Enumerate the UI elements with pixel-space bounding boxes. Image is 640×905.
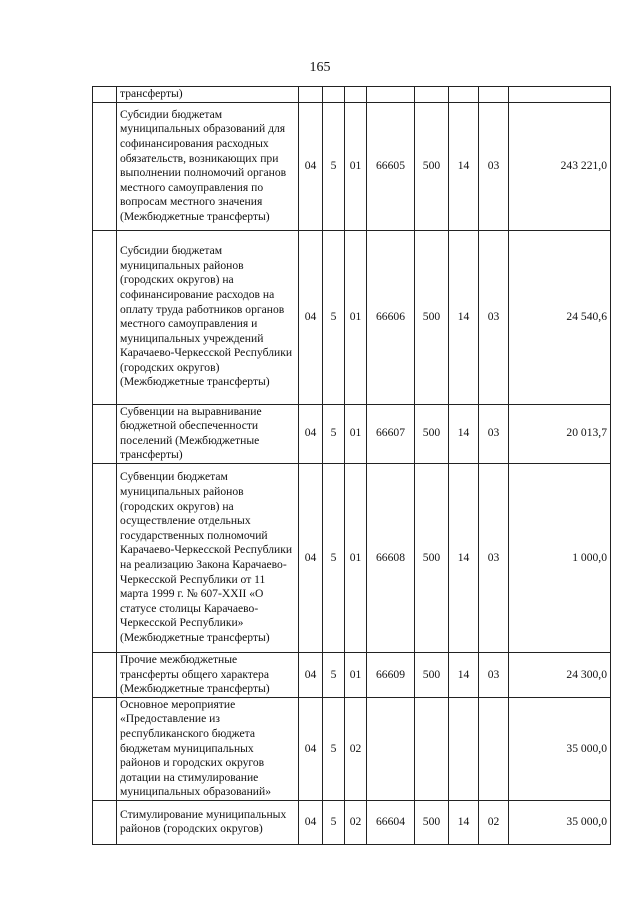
code-subprogram: 5 — [323, 230, 345, 404]
code-section — [449, 697, 479, 800]
row-description: Прочие межбюджетные трансферты общего характера (Межбюджетные трансферты) — [117, 652, 299, 697]
row-description: Субвенции бюджетам муниципальных районов (городских округов) на осуществление отдельных государственных полномочий Карачаево-Черкесской Республики на реализацию Закона Карачаево-Черкесской Республики от 11 марта 1999 г. № 607-XXII «О статусе столицы Карачаево-Черкесской Республики» (Межбюджетные трансферты) — [117, 463, 299, 652]
code-section — [449, 87, 479, 103]
row-description: Субсидии бюджетам муниципальных районов (городских округов) на софинансирование расходов на оплату труда работников органов местного самоуправления и муниципальных учреждений Карачаево-Черкесской Республики (городских округов) (Межбюджетные трансферты) — [117, 230, 299, 404]
code-subprogram: 5 — [323, 463, 345, 652]
code-direction: 66608 — [367, 463, 415, 652]
row-gap-cell — [93, 230, 117, 404]
row-amount: 35 000,0 — [509, 800, 611, 844]
table-row — [93, 87, 611, 103]
row-gap-cell — [93, 652, 117, 697]
code-subsection: 03 — [479, 463, 509, 652]
code-subsection: 03 — [479, 652, 509, 697]
row-gap-cell — [93, 697, 117, 800]
code-direction: 66604 — [367, 800, 415, 844]
code-expense-type: 500 — [415, 102, 449, 230]
row-amount — [509, 87, 611, 103]
code-direction: 66605 — [367, 102, 415, 230]
code-subprogram: 5 — [323, 697, 345, 800]
code-section: 14 — [449, 102, 479, 230]
code-program — [299, 87, 323, 103]
code-expense-type: 500 — [415, 800, 449, 844]
table-row — [93, 102, 611, 230]
page-number: 165 — [309, 60, 331, 75]
code-program: 04 — [299, 463, 323, 652]
code-program: 04 — [299, 102, 323, 230]
row-description: Стимулирование муниципальных районов (городских округов) — [117, 800, 299, 844]
code-activity: 01 — [345, 652, 367, 697]
table-row — [93, 697, 611, 800]
code-activity: 02 — [345, 697, 367, 800]
row-amount: 243 221,0 — [509, 102, 611, 230]
code-direction: 66607 — [367, 404, 415, 463]
row-gap-cell — [93, 463, 117, 652]
code-subprogram: 5 — [323, 652, 345, 697]
code-section: 14 — [449, 404, 479, 463]
code-subsection — [479, 697, 509, 800]
code-expense-type: 500 — [415, 463, 449, 652]
row-amount: 24 540,6 — [509, 230, 611, 404]
code-subprogram: 5 — [323, 800, 345, 844]
table-row — [93, 404, 611, 463]
code-section: 14 — [449, 800, 479, 844]
budget-table — [92, 86, 611, 845]
code-subsection: 03 — [479, 230, 509, 404]
code-activity — [345, 87, 367, 103]
code-subprogram — [323, 87, 345, 103]
code-activity: 01 — [345, 463, 367, 652]
table-row — [93, 652, 611, 697]
row-description: Субвенции на выравнивание бюджетной обеспеченности поселений (Межбюджетные трансферты) — [117, 404, 299, 463]
row-amount: 35 000,0 — [509, 697, 611, 800]
row-amount: 1 000,0 — [509, 463, 611, 652]
code-activity: 02 — [345, 800, 367, 844]
code-program: 04 — [299, 230, 323, 404]
table-row — [93, 230, 611, 404]
code-subsection: 02 — [479, 800, 509, 844]
row-gap-cell — [93, 102, 117, 230]
code-direction: 66606 — [367, 230, 415, 404]
row-gap-cell — [93, 800, 117, 844]
code-subsection: 03 — [479, 404, 509, 463]
row-description: Основное мероприятие «Предоставление из республиканского бюджета бюджетам муниципальных районов и городских округов дотации на стимулирование муниципальных образований» — [117, 697, 299, 800]
code-program: 04 — [299, 652, 323, 697]
code-section: 14 — [449, 652, 479, 697]
table-row — [93, 463, 611, 652]
code-direction — [367, 87, 415, 103]
code-activity: 01 — [345, 230, 367, 404]
row-description: трансферты) — [117, 87, 299, 103]
code-subsection — [479, 87, 509, 103]
code-direction — [367, 697, 415, 800]
code-activity: 01 — [345, 102, 367, 230]
code-direction: 66609 — [367, 652, 415, 697]
code-subsection: 03 — [479, 102, 509, 230]
code-expense-type — [415, 87, 449, 103]
code-expense-type: 500 — [415, 230, 449, 404]
code-subprogram: 5 — [323, 404, 345, 463]
code-program: 04 — [299, 800, 323, 844]
row-gap-cell — [93, 404, 117, 463]
code-expense-type: 500 — [415, 652, 449, 697]
code-expense-type: 500 — [415, 404, 449, 463]
row-gap-cell — [93, 87, 117, 103]
code-section: 14 — [449, 463, 479, 652]
code-section: 14 — [449, 230, 479, 404]
row-description: Субсидии бюджетам муниципальных образований для софинансирования расходных обязательств, возникающих при выполнении полномочий органов местного самоуправления по вопросам местного значения (Межбюджетные трансферты) — [117, 102, 299, 230]
row-amount: 20 013,7 — [509, 404, 611, 463]
code-activity: 01 — [345, 404, 367, 463]
code-program: 04 — [299, 697, 323, 800]
code-program: 04 — [299, 404, 323, 463]
table-row — [93, 800, 611, 844]
row-amount: 24 300,0 — [509, 652, 611, 697]
code-subprogram: 5 — [323, 102, 345, 230]
code-expense-type — [415, 697, 449, 800]
